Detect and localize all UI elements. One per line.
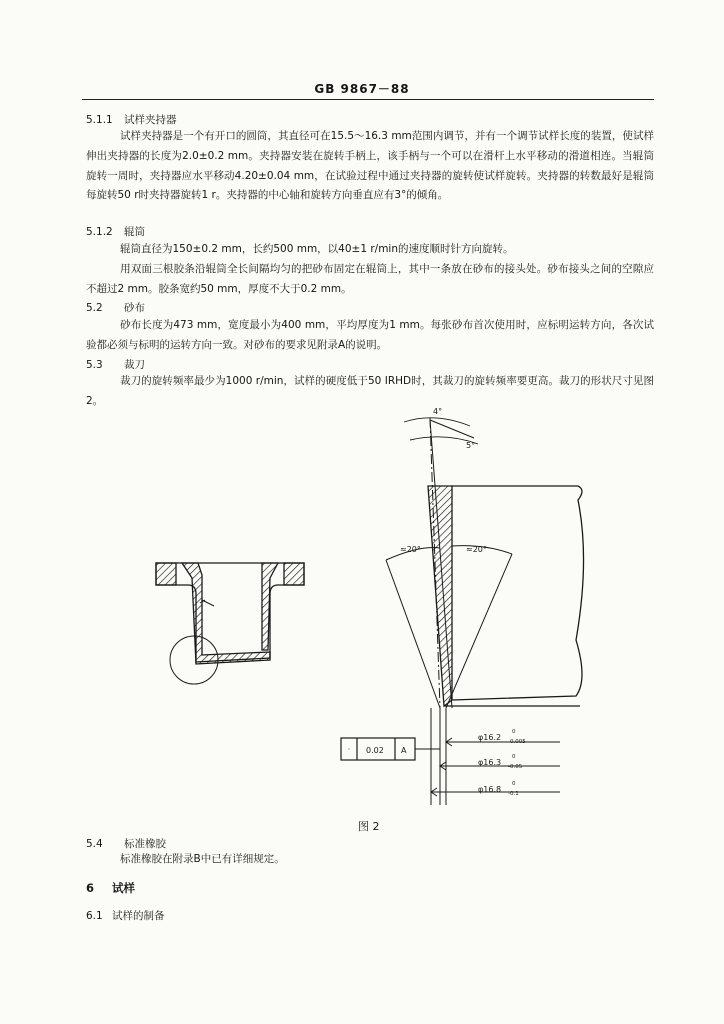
section-title: 试样夹持器	[124, 114, 177, 126]
angle-label-left-20: ≈20°	[400, 545, 421, 554]
section-number: 6.1	[86, 910, 103, 922]
section-title: 试样	[112, 881, 135, 895]
angle-label-right-20: ≈20°	[466, 545, 487, 554]
angle-label-5: 5°	[466, 441, 476, 450]
figure-caption: 图 2	[358, 820, 380, 833]
tolerance-value: 0.02	[366, 746, 384, 755]
paragraph-drum: 辊筒直径为150±0.2 mm，长约500 mm，以40±1 r/min的速度顺时针方向旋转。	[120, 243, 514, 255]
datum-label: A	[401, 746, 407, 755]
section-heading-6	[86, 882, 135, 895]
document-header: GB 9867－88	[314, 82, 410, 96]
section-number: 5.4	[86, 838, 103, 850]
dimension-2-upper: 0	[512, 754, 516, 760]
paragraph-clamp-holder: 试样夹持器是一个有开口的圆筒，其直径可在15.5～16.3 mm范围内调节，并有一个调节试样长度的装置，使试样伸出夹持器的长度为2.0±0.2 mm。夹持器安装在旋转手柄上，该手柄与一个可以在滑杆上水平移动的滑道相连。当辊筒旋转一周时，夹持器应水平移动4.20±0.04 mm，在试验过程中通过夹持器的旋转使试样旋转。夹持器的转数最好是辊筒每旋转50 r时夹持器旋转1 r。夹持器的中心轴和旋转方向垂直应有3°的倾角。	[86, 130, 654, 202]
dimension-1-value: φ16.2	[478, 733, 502, 742]
dimension-3-lower: -0.1	[508, 791, 519, 797]
paragraph-standard-rubber: 标准橡胶在附录B中已有详细规定。	[120, 853, 285, 865]
section-number: 5.3	[86, 359, 103, 371]
dimension-3-value: φ16.8	[478, 785, 502, 794]
section-heading-6-1	[86, 910, 165, 923]
section-title: 标准橡胶	[124, 838, 166, 850]
section-number: 6	[86, 881, 95, 895]
section-title: 裁刀	[124, 359, 145, 371]
section-title: 砂布	[124, 302, 145, 314]
dimension-2-lower: -0.05	[508, 764, 523, 770]
cutter-section-view	[156, 563, 304, 684]
paragraph-drum-fixing: 用双面三根胶条沿辊筒全长间隔均匀的把砂布固定在辊筒上，其中一条放在砂布的接头处。砂布接头之间的空隙应不超过2 mm。胶条宽约50 mm，厚度不大于0.2 mm。	[86, 263, 654, 295]
paragraph-abrasive-cloth: 砂布长度为473 mm，宽度最小为400 mm，平均厚度为1 mm。每张砂布首次使用时，应标明运转方向，各次试验都必须与标明的运转方向一致。对砂布的要求见附录A的说明。	[86, 319, 654, 351]
dimension-1-lower: -0.005	[508, 739, 526, 745]
paragraph-cutter: 裁刀的旋转频率最少为1000 r/min，试样的硬度低于50 IRHD时，其裁刀的旋转频率要更高。裁刀的形状尺寸见图2。	[86, 375, 654, 407]
section-title: 试样的制备	[112, 910, 165, 922]
dimension-3-upper: 0	[512, 781, 516, 787]
angle-label-4: 4°	[433, 407, 443, 416]
dimension-2-value: φ16.3	[478, 758, 502, 767]
section-number: 5.2	[86, 302, 103, 314]
dimension-1-upper: 0	[512, 729, 516, 735]
section-title: 辊筒	[124, 226, 145, 238]
section-number: 5.1.1	[86, 114, 113, 126]
section-number: 5.1.2	[86, 226, 113, 238]
